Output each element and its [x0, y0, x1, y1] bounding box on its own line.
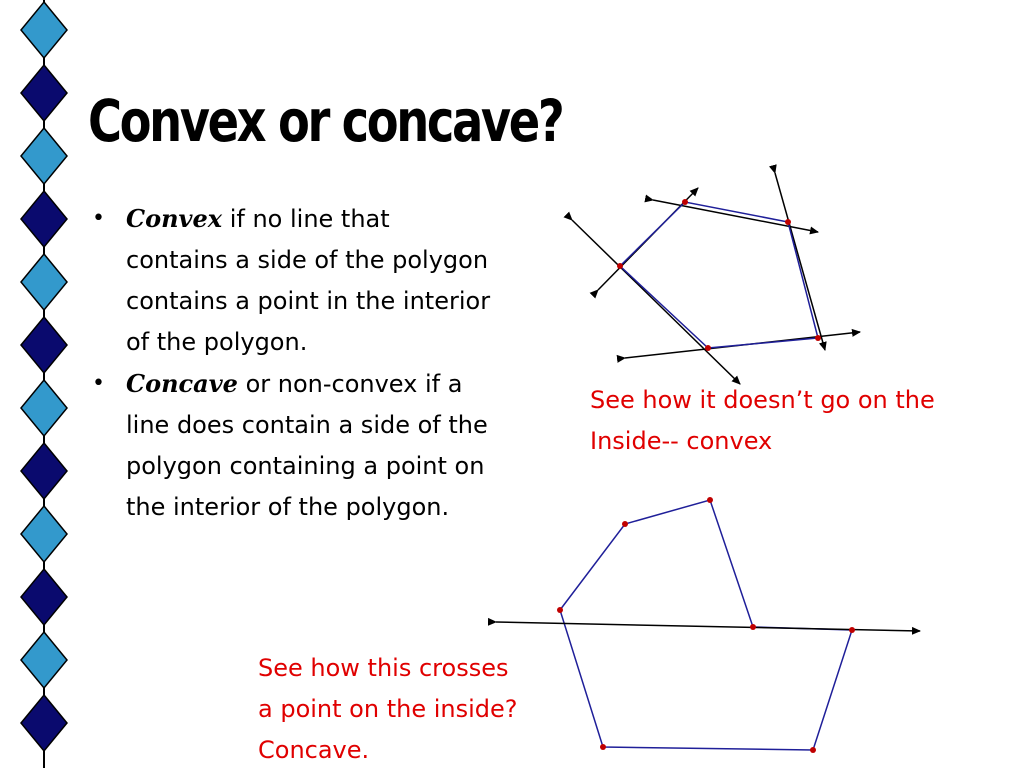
vertex-dot: [785, 219, 791, 225]
vertex-dot: [600, 744, 606, 750]
extended-side-line: [572, 220, 740, 384]
convex-note-line2: Inside-- convex: [590, 427, 773, 455]
diamond-icon: [21, 380, 67, 436]
term-concave: Concave: [126, 369, 238, 398]
bullet-icon: •: [92, 206, 105, 231]
vertex-dot: [750, 624, 756, 630]
vertex-dot: [815, 335, 821, 341]
concave-note-line1: See how this crosses: [258, 654, 509, 682]
extended-side-line: [775, 173, 825, 350]
vertex-dot: [705, 345, 711, 351]
diamond-icon: [21, 569, 67, 625]
decorative-diamond-border: [0, 0, 90, 768]
definition-concave: or non-convex if a line does contain a side of the polygon containing a point on the interior of the polygon.: [126, 370, 488, 521]
vertex-dot: [810, 747, 816, 753]
convex-polygon: [620, 202, 818, 348]
concave-polygon: [560, 500, 852, 750]
diamond-icon: [21, 2, 67, 58]
definition-convex: if no line that contains a side of the polygon contains a point in the interior of the polygon.: [126, 205, 491, 356]
vertex-dot: [707, 497, 713, 503]
convex-note: [590, 380, 1010, 462]
diamond-icon: [21, 506, 67, 562]
vertex-dot: [622, 521, 628, 527]
extended-side-line: [625, 332, 860, 358]
extended-side-line: [598, 188, 698, 290]
vertex-dot: [617, 263, 623, 269]
convex-polygon-diagram: [572, 173, 860, 384]
extended-side-line: [653, 200, 818, 232]
slide-title: Convex or concave?: [88, 87, 563, 155]
definition-list: [88, 198, 498, 528]
list-item-convex: [88, 198, 498, 363]
diamond-icon: [21, 254, 67, 310]
extended-side-line: [496, 622, 920, 631]
diamond-icon: [21, 128, 67, 184]
vertex-dot: [557, 607, 563, 613]
diamond-icon: [21, 65, 67, 121]
vertex-dot: [682, 199, 688, 205]
list-item-concave: [88, 363, 498, 528]
bullet-icon: •: [92, 371, 105, 396]
diamond-icon: [21, 632, 67, 688]
concave-note: [258, 648, 578, 771]
vertex-dot: [849, 627, 855, 633]
diamond-icon: [21, 191, 67, 247]
convex-note-line1: See how it doesn’t go on the: [590, 386, 935, 414]
diamond-icon: [21, 443, 67, 499]
diamond-icon: [21, 317, 67, 373]
concave-note-line3: Concave.: [258, 736, 370, 764]
concave-note-line2: a point on the inside?: [258, 695, 518, 723]
term-convex: Convex: [126, 204, 223, 233]
diamond-icon: [21, 695, 67, 751]
